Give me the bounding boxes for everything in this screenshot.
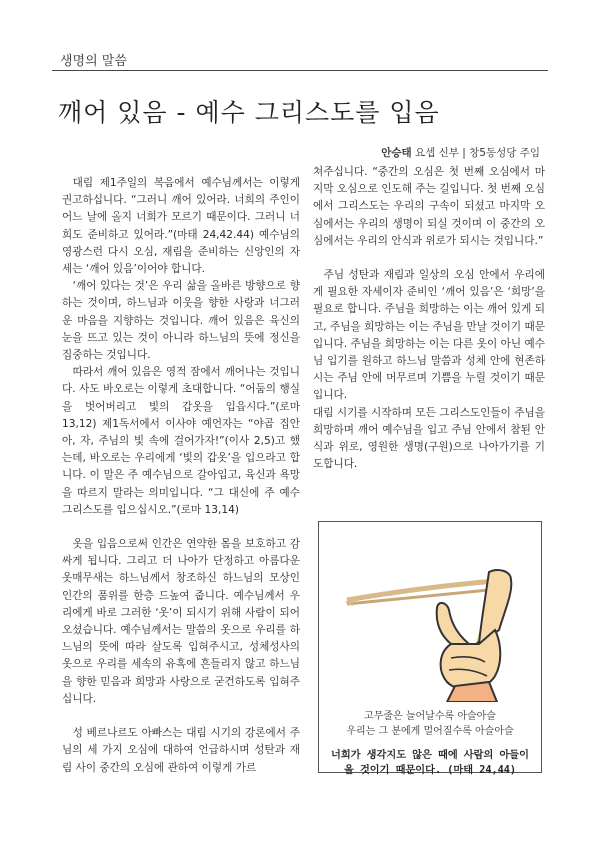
paragraph: 옷을 입음으로써 인간은 연약한 몸을 보호하고 감싸게 됩니다. 그리고 더 나아가 단정하고 아름다운 옷매무새는 하느님께서 창조하신 하느님의 모상인 인간의 품위를 한층 드높여 줍니다. 예수님께서 우리에게 바로 그러한 ‘옷’이 되시기 위해 사람이 되어 오셨습니다. 예수님께서는 말씀의 옷으로 우리를 하느님의 뜻에 따라 살도록 입혀주시고, 성체성사의 옷으로 우리를 세속의 유혹에 흔들리지 않고 하느님을 향한 믿음과 희망과 사랑으로 굳건하도록 입혀주십니다. <box>62 538 300 705</box>
paragraph: 대림 제1주일의 복음에서 예수님께서는 이렇게 권고하십니다. “그러니 깨어 있어라. 너희의 주인이 어느 날에 올지 너희가 모르기 때문이다. 그러니 너희도 준비하고 있어라.”(마태 24,42.44) 예수님의 영광스런 다시 오심, 재림을 준비하는 신앙인의 자세는 ‘깨어 있음’이어야 합니다. <box>62 177 300 276</box>
author-name: 안승태 <box>381 147 412 159</box>
paragraph: 따라서 깨어 있음은 영적 잠에서 깨어나는 것입니다. 사도 바오로는 이렇게 초대합니다. “어둠의 행실을 벗어버리고 빛의 갑옷을 입읍시다.”(로마 13,12) 제1독서에서 이사야 예언자는 “야곱 집안아, 자, 주님의 빛 속에 걸어가자!”(이사 2,5)고 했는데, 바오로는 우리에게 ‘빛의 갑옷’을 입으라고 합니다. 이 말은 주 예수님으로 갈아입고, 육신과 욕망을 따르지 말라는 의미입니다. “그 대신에 주 예수 그리스도를 입으십시오.”(로마 13,14) <box>62 366 300 516</box>
left-column <box>62 175 300 777</box>
paragraph: 주님 성탄과 재림과 일상의 오심 안에서 우리에게 필요한 자세이자 준비인 ‘깨어 있음’은 ‘희망’을 필요로 합니다. 주님을 희망하는 이는 깨어 있게 되고, 주님을 희망하는 이는 주님을 만날 것이기 때문입니다. 주님을 희망하는 이는 다른 옷이 아닌 예수님 입기를 원하고 하느님 말씀과 성체 안에 현존하시는 주님 안에 머무르며 기쁨을 누릴 것이기 때문입니다. <box>313 269 545 402</box>
section-label: 생명의 말씀 <box>60 54 127 69</box>
article-title: 깨어 있음 - 예수 그리스도를 입음 <box>58 98 440 127</box>
paragraph: 성 베르나르도 아빠스는 대림 시기의 강론에서 주님의 세 가지 오심에 대하여 언급하시며 성탄과 재림 사이 중간의 오심에 관하여 이렇게 가르 <box>62 727 300 774</box>
byline <box>381 145 540 160</box>
bible-verse: 너희가 생각지도 않은 때에 사람의 아들이 올 것이기 때문이다. (마태 24,44) <box>331 750 529 776</box>
section-divider <box>52 70 548 71</box>
illustration-box <box>318 521 542 776</box>
author-affiliation: 요셉 신부 | 창5동성당 주임 <box>411 147 540 159</box>
illustration-caption: 고무줄은 늘어날수록 아슬아슬 <box>364 711 496 722</box>
paragraph: 대림 시기를 시작하며 모든 그리스도인들이 주님을 희망하며 깨어 예수님을 입고 주님 안에서 참된 안식과 위로, 영원한 생명(구원)으로 나아가기를 기도합니다. <box>313 406 545 471</box>
paragraph: 쳐주십니다. “중간의 오심은 첫 번째 오심에서 마지막 오심으로 인도해 주는 길입니다. 첫 번째 오심에서 그리스도는 우리의 구속이 되셨고 마지막 오심에서는 우리의 생명이 되실 것이며 이 중간의 오심에서는 우리의 안식과 위로가 되시는 것입니다.” <box>313 166 545 247</box>
right-column <box>313 164 545 473</box>
paragraph: ‘깨어 있다는 것’은 우리 삶을 올바른 방향으로 향하는 것이며, 하느님과 이웃을 향한 사랑과 너그러운 마음을 지향하는 것입니다. 깨어 있음은 육신의 눈을 뜨고 있는 것이 아니라 하느님의 뜻에 정신을 집중하는 것입니다. <box>62 280 300 362</box>
illustration-caption: 우리는 그 분에게 멀어질수록 아슬아슬 <box>346 726 514 737</box>
hand-rubber-band-illustration <box>339 552 521 702</box>
